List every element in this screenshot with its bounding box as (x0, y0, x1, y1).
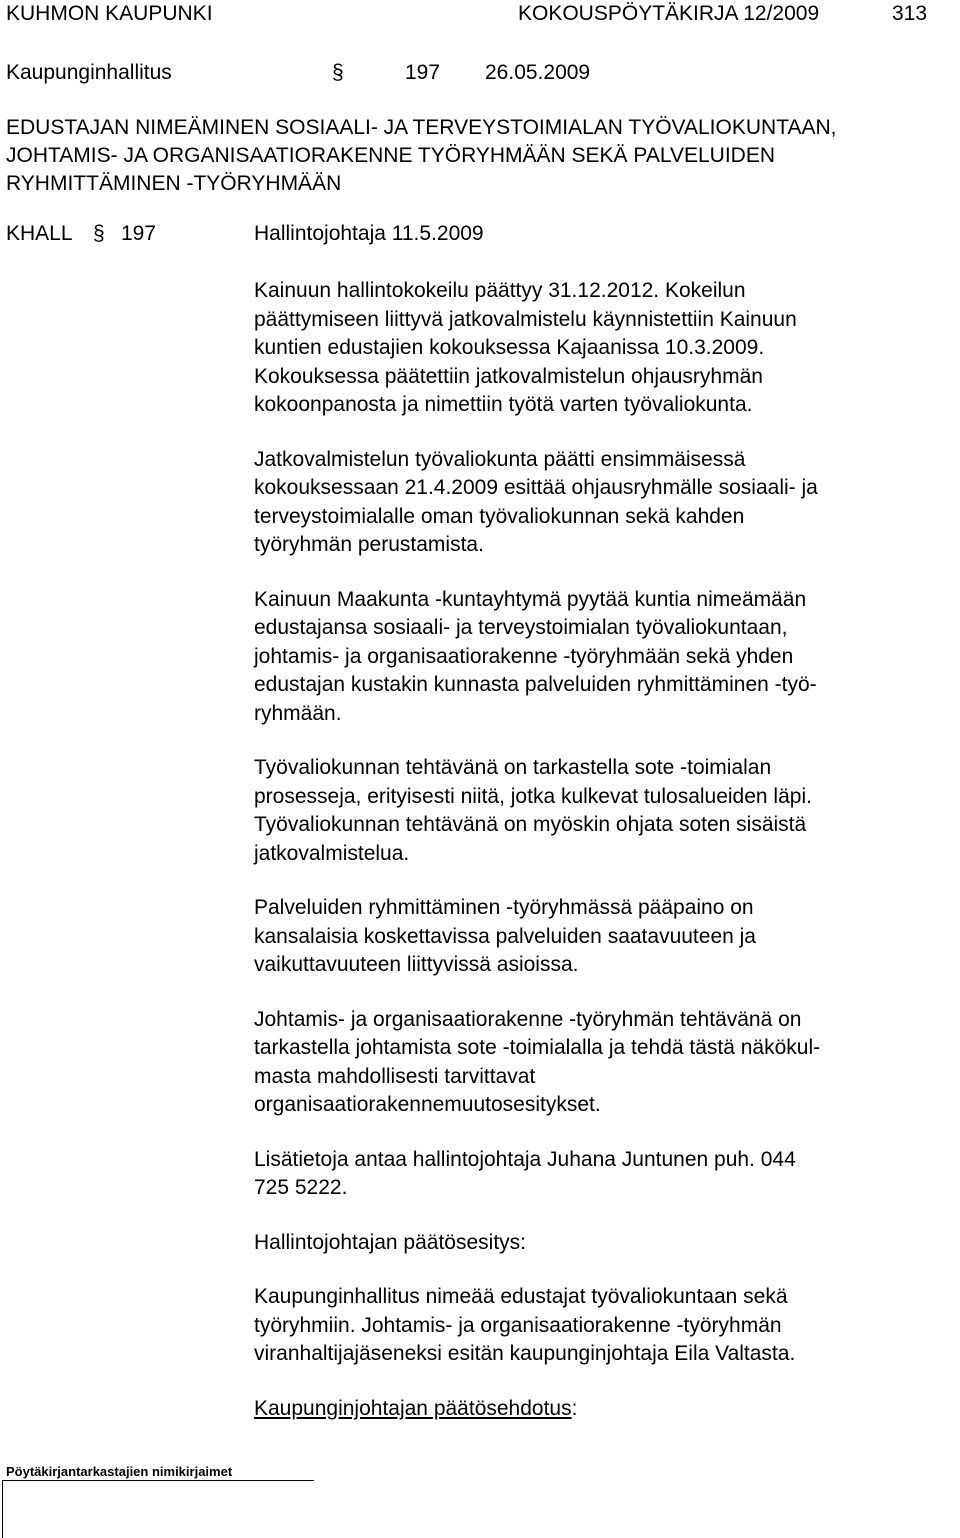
text-line: Lisätietoja antaa hallintojohtaja Juhana Juntunen puh. 044 (254, 1147, 796, 1171)
text-line: Palveluiden ryhmittäminen -työryhmässä pääpaino on (254, 896, 754, 919)
section-sign: § (332, 61, 344, 84)
text-line: Hallintojohtajan päätösesitys: (254, 1230, 526, 1254)
text-line: tarkastella johtamista sote -toimialalla ja tehdä tästä näkökul- (254, 1036, 821, 1059)
final-heading-text: Kaupunginjohtajan päätösehdotus (254, 1396, 572, 1420)
item-body (254, 277, 954, 1449)
signature-box (2, 1480, 314, 1538)
section-number: 197 (405, 61, 441, 84)
page-number: 313 (892, 2, 928, 25)
text-line: Työvaliokunnan tehtävänä on myöskin ohjata soten sisäistä (254, 813, 807, 836)
text-line: vaikuttavuuteen liittyvissä asioissa. (254, 953, 579, 976)
document-title: KOKOUSPÖYTÄKIRJA 12/2009 (518, 2, 820, 25)
body-paragraph (254, 277, 954, 420)
proposal-heading (254, 1229, 954, 1258)
text-line: kokouksessaan 21.4.2009 esittää ohjausryhmälle sosiaali- ja (254, 476, 818, 499)
proposal-paragraph (254, 1283, 954, 1369)
body-paragraph (254, 894, 954, 980)
text-line: edustajansa sosiaali- ja terveystoimialan työvaliokuntaan, (254, 616, 788, 639)
item-title-line: RYHMITTÄMINEN -TYÖRYHMÄÄN (6, 172, 342, 195)
text-line: organisaatiorakennemuutosesitykset. (254, 1093, 601, 1116)
text-line: prosesseja, erityisesti niitä, jotka kulkevat tulosalueiden läpi. (254, 784, 812, 808)
item-title-line: EDUSTAJAN NIMEÄMINEN SOSIAALI- JA TERVEYSTOIMIALAN TYÖVALIOKUNTAAN, (6, 116, 837, 139)
section-sign: § (93, 222, 105, 245)
text-line: johtamis- ja organisaatiorakenne -työryhmään sekä yhden (254, 644, 794, 668)
body-paragraph (254, 586, 954, 729)
item-title (6, 114, 946, 198)
body-paragraph (254, 1006, 954, 1120)
text-line: kansalaisia koskettavissa palveluiden saatavuuteen ja (254, 924, 756, 948)
item-title-line: JOHTAMIS- JA ORGANISAATIORAKENNE TYÖRYHMÄÄN SEKÄ PALVELUIDEN (6, 144, 776, 167)
text-line: Johtamis- ja organisaatiorakenne -työryhmän tehtävänä on (254, 1007, 802, 1031)
text-line: 725 5222. (254, 1176, 348, 1199)
text-line: viranhaltijajäseneksi esitän kaupunginjohtaja Eila Valtasta. (254, 1342, 796, 1365)
text-line: työryhmän perustamista. (254, 533, 484, 556)
text-line: masta mahdollisesti tarvittavat (254, 1064, 536, 1088)
text-line: Kainuun Maakunta -kuntayhtymä pyytää kuntia nimeämään (254, 587, 807, 611)
governing-body: Kaupunginhallitus (6, 61, 172, 84)
body-paragraph (254, 754, 954, 868)
text-line: Työvaliokunnan tehtävänä on tarkastella sote -toimialan (254, 756, 772, 779)
text-line: Kokouksessa päätettiin jatkovalmistelun ohjausryhmän (254, 364, 763, 388)
text-line: jatkovalmistelua. (254, 841, 410, 865)
khall-code: KHALL (6, 222, 73, 245)
final-heading-colon: : (571, 1396, 578, 1420)
signature-label: Pöytäkirjantarkastajien nimikirjaimet (6, 1464, 233, 1479)
text-line: Kaupunginhallitus nimeää edustajat työvaliokuntaan sekä (254, 1285, 788, 1308)
meeting-date: 26.05.2009 (485, 61, 591, 84)
text-line: työryhmiin. Johtamis- ja organisaatiorakenne -työryhmän (254, 1313, 782, 1337)
contact-paragraph (254, 1146, 954, 1203)
final-heading (254, 1395, 954, 1424)
text-line: Kainuun hallintokokeilu päättyy 31.12.2012. Kokeilun (254, 279, 746, 302)
text-line: terveystoimialalle oman työvaliokunnan sekä kahden (254, 504, 745, 528)
body-paragraph (254, 446, 954, 560)
organization-name: KUHMON KAUPUNKI (6, 2, 213, 25)
text-line: päättymiseen liittyvä jatkovalmistelu käynnistettiin Kainuun (254, 307, 797, 331)
preparer-date: Hallintojohtaja 11.5.2009 (254, 222, 484, 245)
text-line: kokoonpanosta ja nimettiin työtä varten työvaliokunta. (254, 393, 753, 416)
text-line: ryhmään. (254, 701, 342, 725)
khall-section-number: 197 (121, 222, 157, 245)
text-line: kuntien edustajien kokouksessa Kajaanissa 10.3.2009. (254, 336, 765, 359)
text-line: Jatkovalmistelun työvaliokunta päätti ensimmäisessä (254, 447, 746, 471)
text-line: edustajan kustakin kunnasta palveluiden ryhmittäminen -työ- (254, 673, 817, 696)
